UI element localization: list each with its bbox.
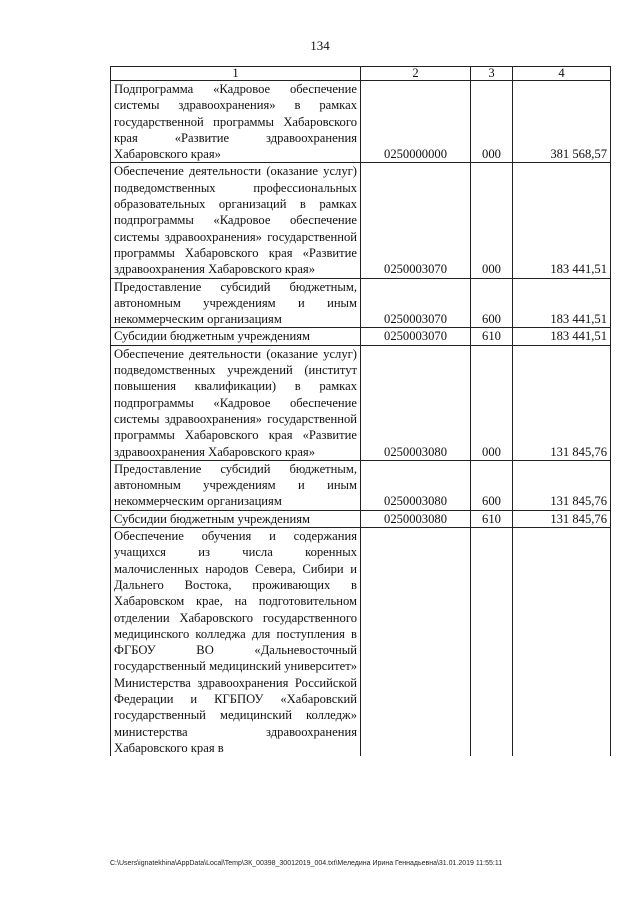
table-row xyxy=(111,328,611,345)
row-amount: 131 845,76 xyxy=(513,510,611,527)
column-header-description: 1 xyxy=(111,67,361,81)
row-code: 0250003080 xyxy=(361,460,471,510)
row-description: Субсидии бюджетным учреждениям xyxy=(111,510,361,527)
row-description: Предоставление субсидий бюджетным, автономным учреждениям и иным некоммерческим организациям xyxy=(111,460,361,510)
table-row xyxy=(111,460,611,510)
footer-file-path: C:\Users\ignatekhina\AppData\Local\Temp\ЗК_00398_30012019_004.txt\Меледина Ирина Геннадьевна\31.01.2019 11:55:11 xyxy=(110,860,503,867)
row-code: 0250000000 xyxy=(361,81,471,163)
row-description: Обеспечение деятельности (оказание услуг) подведомственных учреждений (институт повышения квалификации) в рамках подпрограммы «Кадровое обеспечение системы здравоохранения» государственной программы Хабаровского края «Развитие здравоохранения Хабаровского края» xyxy=(111,345,361,460)
row-amount: 183 441,51 xyxy=(513,163,611,278)
row-subcode: 000 xyxy=(471,163,513,278)
row-description: Субсидии бюджетным учреждениям xyxy=(111,328,361,345)
row-subcode xyxy=(471,528,513,757)
row-code: 0250003070 xyxy=(361,163,471,278)
row-code: 0250003080 xyxy=(361,510,471,527)
row-amount: 381 568,57 xyxy=(513,81,611,163)
row-amount: 183 441,51 xyxy=(513,328,611,345)
row-code: 0250003080 xyxy=(361,345,471,460)
row-subcode: 600 xyxy=(471,460,513,510)
row-subcode: 610 xyxy=(471,510,513,527)
column-header-subcode: 3 xyxy=(471,67,513,81)
budget-table xyxy=(110,66,611,756)
column-header-amount: 4 xyxy=(513,67,611,81)
row-subcode: 600 xyxy=(471,278,513,328)
table-header-row xyxy=(111,67,611,81)
row-subcode: 000 xyxy=(471,345,513,460)
row-amount: 131 845,76 xyxy=(513,345,611,460)
row-description: Предоставление субсидий бюджетным, автономным учреждениям и иным некоммерческим организациям xyxy=(111,278,361,328)
table-row xyxy=(111,510,611,527)
table-row xyxy=(111,81,611,163)
table-row xyxy=(111,163,611,278)
row-description: Обеспечение обучения и содержания учащихся из числа коренных малочисленных народов Севера, Сибири и Дальнего Востока, проживающих в Хабаровском крае, на подготовительном отделении Хабаровского государственного медицинского колледжа для поступления в ФГБОУ ВО «Дальневосточный государственный медицинский университет» Министерства здравоохранения Российской Федерации и КГБПОУ «Хабаровский государственный медицинский колледж» министерства здравоохранения Хабаровского края в xyxy=(111,528,361,757)
row-description: Обеспечение деятельности (оказание услуг) подведомственных профессиональных образовательных организаций в рамках подпрограммы «Кадровое обеспечение системы здравоохранения» государственной программы Хабаровского края «Развитие здравоохранения Хабаровского края» xyxy=(111,163,361,278)
row-amount: 183 441,51 xyxy=(513,278,611,328)
table-row xyxy=(111,345,611,460)
row-code xyxy=(361,528,471,757)
row-subcode: 000 xyxy=(471,81,513,163)
row-amount xyxy=(513,528,611,757)
table-row xyxy=(111,278,611,328)
column-header-code: 2 xyxy=(361,67,471,81)
row-subcode: 610 xyxy=(471,328,513,345)
row-code: 0250003070 xyxy=(361,328,471,345)
row-code: 0250003070 xyxy=(361,278,471,328)
page-number: 134 xyxy=(310,38,330,53)
row-description: Подпрограмма «Кадровое обеспечение системы здравоохранения» в рамках государственной программы Хабаровского края «Развитие здравоохранения Хабаровского края» xyxy=(111,81,361,163)
table-row xyxy=(111,528,611,757)
row-amount: 131 845,76 xyxy=(513,460,611,510)
